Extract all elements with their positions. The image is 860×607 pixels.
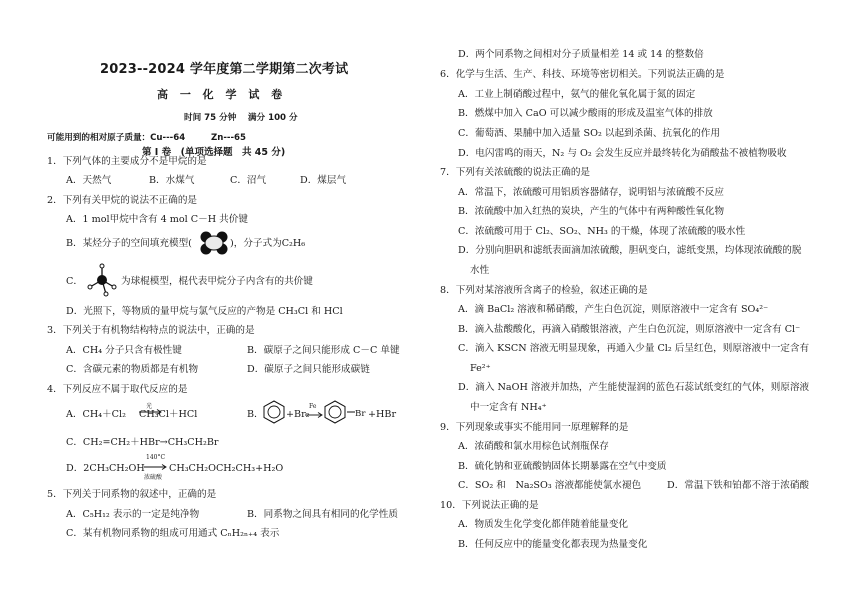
q2-option-b-post: )，分子式为C₂H₆ xyxy=(230,238,306,249)
q4-option-a-right: CH₃Cl＋HCl xyxy=(139,409,198,420)
q4-stem: 4．下列反应不属于取代反应的是 xyxy=(47,384,188,395)
q5-option-c: C．某有机物同系物的组成可用通式 CₙH₂ₙ₊₄ 表示 xyxy=(66,528,280,539)
q2-option-a: A．1 mol甲烷中含有 4 mol C－H 共价键 xyxy=(66,214,248,225)
q4-b-br: Br xyxy=(355,409,366,419)
q10-option-a: A．物质发生化学变化都伴随着能量变化 xyxy=(458,519,629,530)
q4-a-condition: 光 xyxy=(146,403,153,410)
q4-option-d-right: CH₃CH₂OCH₂CH₃+H₂O xyxy=(169,463,284,474)
q9-stem: 9．下列现象或事实不能用同一原理解释的是 xyxy=(440,422,629,433)
q8-option-c-line2: Fe²⁺ xyxy=(470,363,491,374)
q9-option-c: C．SO₂ 和 Na₂SO₃ 溶液都能使氯水褪色 xyxy=(458,480,642,491)
q1-option-c: C．沼气 xyxy=(230,175,267,186)
q8-option-b: B．滴入盐酸酸化，再滴入硝酸银溶液，产生白色沉淀，则原溶液中一定含有 Cl⁻ xyxy=(458,324,801,335)
q5-option-a: A．C₅H₁₂ 表示的一定是纯净物 xyxy=(66,509,200,520)
space-filling-model-icon xyxy=(199,230,229,256)
q5-stem: 5．下列关于同系物的叙述中，正确的是 xyxy=(47,489,217,500)
q2-option-c-text: 为球棍模型，棍代表甲烷分子内含有的共价键 xyxy=(121,276,313,287)
q3-option-a: A．CH₄ 分子只含有极性键 xyxy=(66,345,182,356)
q7-option-a: A．常温下，浓硫酸可用铝质容器储存，说明铝与浓硫酸不反应 xyxy=(458,187,724,198)
q5-option-b: B．同系物之间具有相同的化学性质 xyxy=(247,509,398,520)
benzene-ring-icon xyxy=(262,400,286,424)
exam-subtitle: 高 一 化 学 试 卷 xyxy=(157,88,287,101)
q8-option-c-line1: C．滴入 KSCN 溶液无明显现象，再通入少量 Cl₂ 后呈红色，则原溶液中一定含有 xyxy=(458,343,810,354)
q8-option-d-line1: D．滴入 NaOH 溶液并加热，产生能使湿润的蓝色石蕊试纸变红的气体，则原溶液 xyxy=(458,382,810,393)
q4-option-b-label: B． xyxy=(247,409,264,420)
q3-option-c: C．含碳元素的物质都是有机物 xyxy=(66,364,199,375)
q10-option-b: B．任何反应中的能量变化都表现为热量变化 xyxy=(458,539,648,550)
q2-option-b-pre: B．某烃分子的空间填充模型( xyxy=(66,238,192,249)
q6-option-c: C．葡萄酒、果脯中加入适量 SO₂ 以起到杀菌、抗氧化的作用 xyxy=(458,128,720,139)
section-heading: 第 Ⅰ 卷 (单项选择题 共 45 分) xyxy=(142,147,286,158)
q2-option-c-label: C． xyxy=(66,276,83,287)
q4-option-a-left: A．CH₄＋Cl₂ xyxy=(66,409,126,420)
ball-and-stick-model-icon xyxy=(86,263,118,297)
q6-stem: 6．化学与生活、生产、科技、环境等密切相关。下列说法正确的是 xyxy=(440,69,725,80)
time-score: 时间 75 分钟 满分 100 分 xyxy=(184,113,298,123)
q4-d-condition-top: 140°C xyxy=(146,454,166,461)
q1-option-b: B．水煤气 xyxy=(149,175,195,186)
q3-option-d: D．碳原子之间只能形成碳链 xyxy=(247,364,370,375)
q9-option-b: B．硫化钠和亚硫酸钠固体长期暴露在空气中变质 xyxy=(458,461,667,472)
q9-option-d: D．常温下铁和铂都不溶于浓硝酸 xyxy=(667,480,810,491)
q4-option-b-right: +HBr xyxy=(368,409,397,420)
q1-option-d: D．煤层气 xyxy=(300,175,347,186)
q1-option-a: A．天然气 xyxy=(66,175,112,186)
q7-option-b: B．浓硫酸中加入红热的炭块，产生的气体中有两种酸性氧化物 xyxy=(458,206,725,217)
q4-option-d-left: D．2CH₃CH₂OH xyxy=(66,463,145,474)
atomic-masses: 可能用到的相对原子质量：Cu---64 Zn---65 xyxy=(47,133,246,143)
q4-option-b-mid: +Br₂ xyxy=(286,409,310,420)
q4-d-condition-bottom: 浓硫酸 xyxy=(144,474,163,481)
q3-option-b: B．碳原子之间只能形成 C－C 单键 xyxy=(247,345,400,356)
bromobenzene-ring-icon xyxy=(323,400,347,424)
q6-option-b: B．燃煤中加入 CaO 可以减少酸雨的形成及温室气体的排放 xyxy=(458,108,713,119)
q7-option-c: C．浓硫酸可用于 Cl₂、SO₂、NH₃ 的干燥，体现了浓硫酸的吸水性 xyxy=(458,226,746,237)
q4-option-c: C．CH₂=CH₂＋HBr→CH₃CH₂Br xyxy=(66,437,219,448)
q7-stem: 7．下列有关浓硫酸的说法正确的是 xyxy=(440,167,591,178)
q8-option-a: A．滴 BaCl₂ 溶液和稀硝酸，产生白色沉淀，则原溶液中一定含有 SO₄²⁻ xyxy=(458,304,769,315)
bond-line-icon xyxy=(347,410,355,414)
q6-option-d: D．电闪雷鸣的雨天，N₂ 与 O₂ 会发生反应并最终转化为硝酸盐不被植物吸收 xyxy=(458,148,787,159)
q7-option-d-line2: 水性 xyxy=(470,265,490,276)
q3-stem: 3．下列关于有机物结构特点的说法中，正确的是 xyxy=(47,325,255,336)
q8-stem: 8．下列对某溶液所含离子的检验，叙述正确的是 xyxy=(440,285,648,296)
q10-stem: 10．下列说法正确的是 xyxy=(440,500,539,511)
q9-option-a: A．浓硝酸和氯水用棕色试剂瓶保存 xyxy=(458,441,609,452)
q8-option-d-line2: 中一定含有 NH₄⁺ xyxy=(470,402,547,413)
reaction-arrow-icon xyxy=(144,464,168,470)
q7-option-d-line1: D．分别向胆矾和滤纸表面滴加浓硫酸，胆矾变白，滤纸变黑，均体现浓硫酸的脱 xyxy=(458,245,802,256)
q5-option-d: D．两个同系物之间相对分子质量相差 14 或 14 的整数倍 xyxy=(458,49,704,60)
q1-stem: 1．下列气体的主要成分不是甲烷的是 xyxy=(47,156,207,167)
q6-option-a: A．工业上制硝酸过程中，氨气的催化氧化属于氮的固定 xyxy=(458,89,696,100)
q2-option-d: D．光照下，等物质的量甲烷与氯气反应的产物是 CH₃Cl 和 HCl xyxy=(66,306,343,317)
reaction-arrow-icon xyxy=(305,412,323,418)
q4-b-condition: Fe xyxy=(309,403,317,410)
q2-stem: 2．下列有关甲烷的说法不正确的是 xyxy=(47,195,198,206)
exam-title: 2023--2024 学年度第二学期第二次考试 xyxy=(100,62,349,77)
